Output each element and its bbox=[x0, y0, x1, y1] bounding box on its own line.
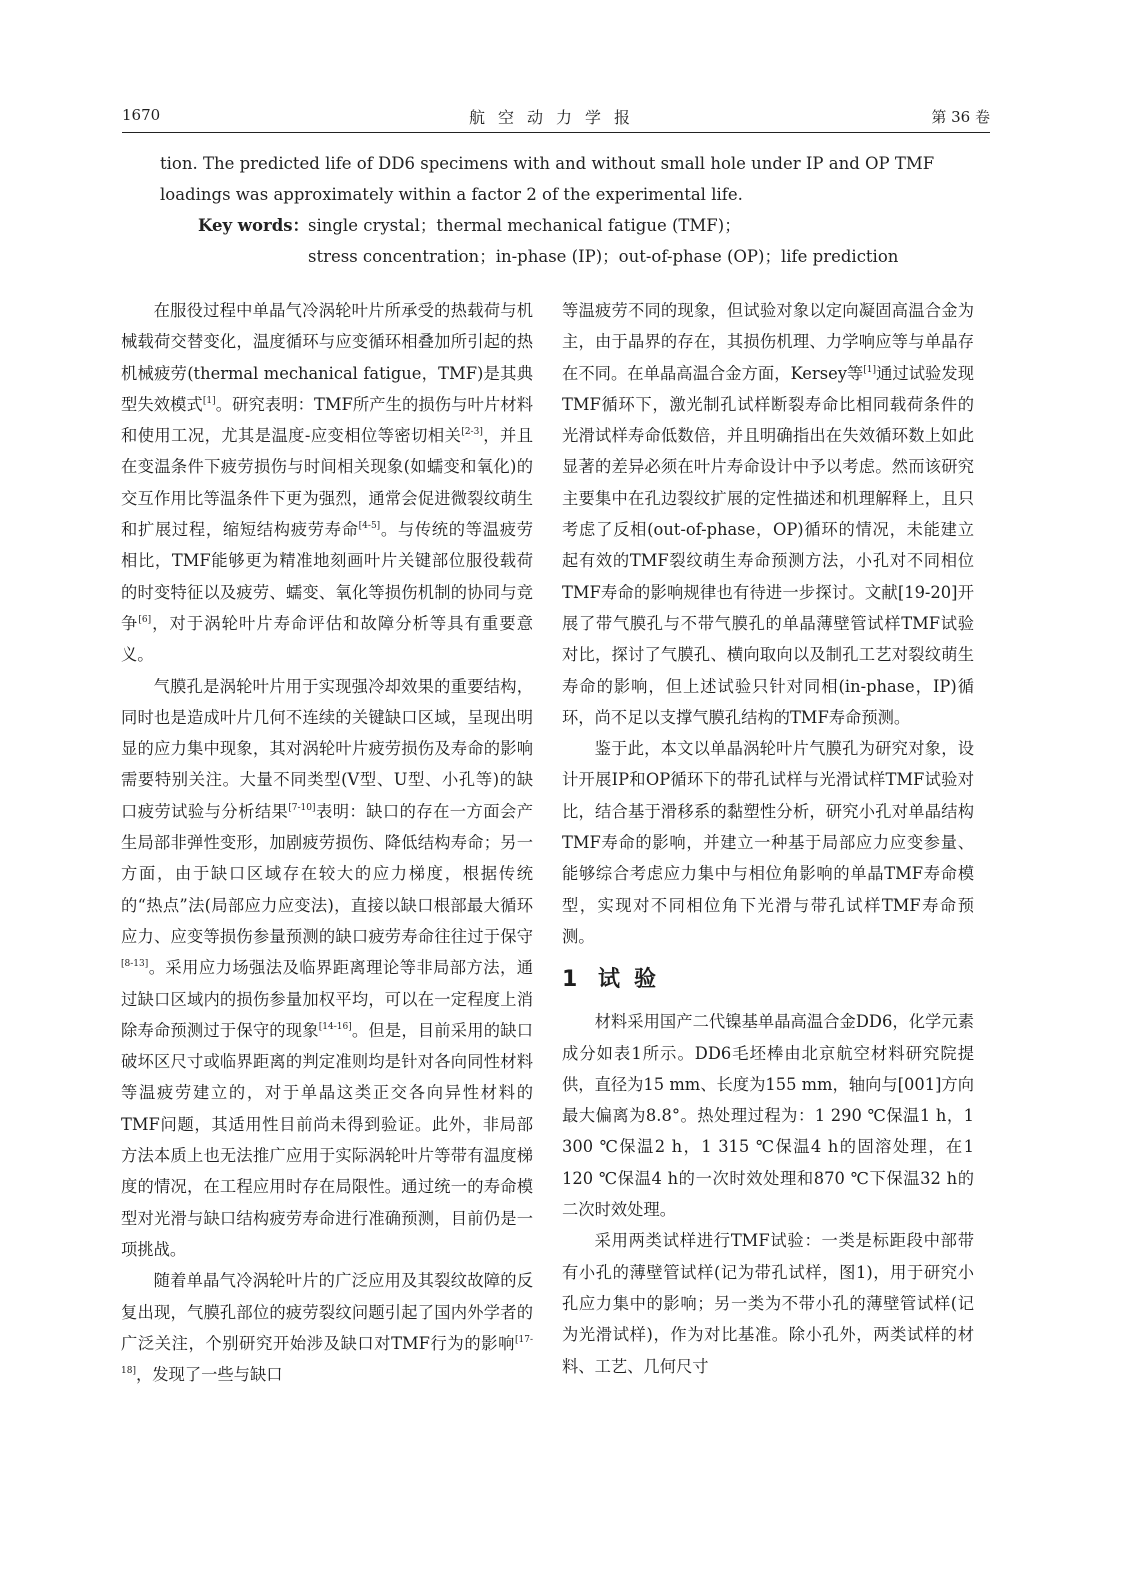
right-column bbox=[562, 295, 974, 1382]
paragraph: 气膜孔是涡轮叶片用于实现强冷却效果的重要结构，同时也是造成叶片几何不连续的关键缺口区域，呈现出明显的应力集中现象，其对涡轮叶片疲劳损伤及寿命的影响需要特别关注。大量不同类型(V型、U型、小孔等)的缺口疲劳试验与分析结果[7-10]表明：缺口的存在一方面会产生局部非弹性变形，加剧疲劳损伤、降低结构寿命；另一方面，由于缺口区域存在较大的应力梯度，根据传统的“热点”法(局部应力应变法)，直接以缺口根部最大循环应力、应变等损伤参量预测的缺口疲劳寿命往往过于保守[8-13]。采用应力场强法及临界距离理论等非局部方法，通过缺口区域内的损伤参量加权平均，可以在一定程度上消除寿命预测过于保守的现象[14-16]。但是，目前采用的缺口破坏区尺寸或临界距离的判定准则均是针对各向同性材料等温疲劳建立的，对于单晶这类正交各向异性材料的TMF问题，其适用性目前尚未得到验证。此外，非局部方法本质上也无法推广应用于实际涡轮叶片等带有温度梯度的情况，在工程应用时存在局限性。通过统一的寿命模型对光滑与缺口结构疲劳寿命进行准确预测，目前仍是一项挑战。 bbox=[121, 676, 533, 1259]
keywords-text: single crystal；thermal mechanical fatigue (TMF)； bbox=[308, 216, 741, 235]
running-header bbox=[122, 100, 990, 133]
journal-name: 航空动力学报 bbox=[468, 108, 643, 127]
paragraph: 鉴于此，本文以单晶涡轮叶片气膜孔为研究对象，设计开展IP和OP循环下的带孔试样与光滑试样TMF试验对比，结合基于滑移系的黏塑性分析，研究小孔对单晶结构TMF寿命的影响，并建立一种基于局部应力应变参量、能够综合考虑应力集中与相位角影响的单晶TMF寿命模型，实现对不同相位角下光滑与带孔试样TMF寿命预测。 bbox=[562, 739, 974, 946]
volume-label: 第 36 卷 bbox=[931, 108, 990, 126]
abstract-line: loadings was approximately within a factor 2 of the experimental life. bbox=[160, 185, 743, 204]
citation[interactable]: [17-18] bbox=[121, 1334, 533, 1377]
abstract-tail bbox=[160, 148, 960, 272]
citation[interactable]: [4-5] bbox=[358, 521, 381, 532]
citation[interactable]: [1] bbox=[202, 395, 216, 406]
citation[interactable]: [14-16] bbox=[318, 1021, 352, 1032]
paragraph: 在服役过程中单晶气冷涡轮叶片所承受的热载荷与机械载荷交替变化，温度循环与应变循环相叠加所引起的热机械疲劳(thermal mechanical fatigue，TMF)是其典型失效模式[1]。研究表明：TMF所产生的损伤与叶片材料和使用工况，尤其是温度-应变相位等密切相关[2-3]，并且在变温条件下疲劳损伤与时间相关现象(如蠕变和氧化)的交互作用比等温条件下更为强烈，通常会促进微裂纹萌生和扩展过程，缩短结构疲劳寿命[4-5]。与传统的等温疲劳相比，TMF能够更为精准地刻画叶片关键部位服役载荷的时变特征以及疲劳、蠕变、氧化等损伤机制的协同与竞争[6]，对于涡轮叶片寿命评估和故障分析等具有重要意义。 bbox=[121, 301, 533, 665]
paragraph: 采用两类试样进行TMF试验：一类是标距段中部带有小孔的薄壁管试样(记为带孔试样，图1)，用于研究小孔应力集中的影响；另一类为不带小孔的薄壁管试样(记为光滑试样)，作为对比基准。除小孔外，两类试样的材料、工艺、几何尺寸 bbox=[562, 1231, 974, 1376]
citation[interactable]: [6] bbox=[138, 614, 152, 625]
citation[interactable]: [7-10] bbox=[288, 802, 316, 813]
keywords bbox=[160, 210, 960, 241]
left-column bbox=[121, 295, 533, 1390]
keywords-text: stress concentration；in-phase (IP)；out-of-phase (OP)；life prediction bbox=[308, 247, 899, 266]
section-heading bbox=[562, 960, 974, 1000]
citation[interactable]: [2-3] bbox=[461, 427, 483, 438]
page-number: 1670 bbox=[122, 106, 161, 124]
abstract-line: tion. The predicted life of DD6 specimens with and without small hole under IP and OP TMF bbox=[160, 154, 935, 173]
keywords-continued bbox=[160, 241, 960, 272]
section-number: 1 bbox=[562, 967, 578, 993]
section-title: 试验 bbox=[598, 967, 671, 993]
paragraph: 随着单晶气冷涡轮叶片的广泛应用及其裂纹故障的反复出现，气膜孔部位的疲劳裂纹问题引起了国内外学者的广泛关注，个别研究开始涉及缺口对TMF行为的影响[17-18]，发现了一些与缺口 bbox=[121, 1271, 533, 1385]
citation[interactable]: [1] bbox=[863, 364, 877, 375]
paragraph: 等温疲劳不同的现象，但试验对象以定向凝固高温合金为主，由于晶界的存在，其损伤机理、力学响应等与单晶存在不同。在单晶高温合金方面，Kersey等[1]通过试验发现TMF循环下，激光制孔试样断裂寿命比相同载荷条件的光滑试样寿命低数倍，并且明确指出在失效循环数上如此显著的差异必须在叶片寿命设计中予以考虑。然而该研究主要集中在孔边裂纹扩展的定性描述和机理解释上，且只考虑了反相(out-of-phase，OP)循环的情况，未能建立起有效的TMF裂纹萌生寿命预测方法，小孔对不同相位TMF寿命的影响规律也有待进一步探讨。文献[19-20]开展了带气膜孔与不带气膜孔的单晶薄壁管试样TMF试验对比，探讨了气膜孔、横向取向以及制孔工艺对裂纹萌生寿命的影响，但上述试验只针对同相(in-phase，IP)循环，尚不足以支撑气膜孔结构的TMF寿命预测。 bbox=[562, 301, 974, 727]
citation[interactable]: [8-13] bbox=[121, 959, 149, 970]
keywords-label: Key words： bbox=[198, 216, 310, 235]
paragraph: 材料采用国产二代镍基单晶高温合金DD6，化学元素成分如表1所示。DD6毛坯棒由北京航空材料研究院提供，直径为15 mm、长度为155 mm，轴向与[001]方向最大偏离为8.8°。热处理过程为：1 290 ℃保温1 h，1 300 ℃保温2 h，1 315 ℃保温4 h的固溶处理，在1 120 ℃保温4 h的一次时效处理和870 ℃下保温32 h的二次时效处理。 bbox=[562, 1012, 974, 1220]
